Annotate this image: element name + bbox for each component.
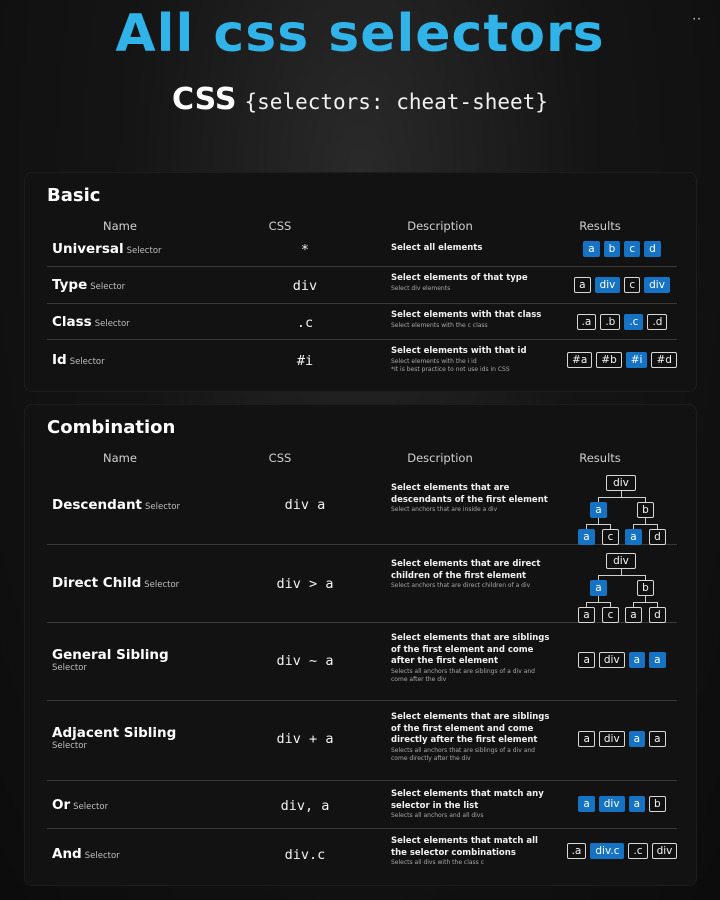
selector-name-suffix: Selector [90, 282, 126, 292]
selector-css: div, a [280, 798, 330, 814]
description-main: Select elements that match all the selector combinations [391, 836, 538, 858]
selector-css: div [292, 278, 318, 294]
selector-results [547, 277, 697, 293]
tree-node: b [637, 502, 654, 518]
basic-card [24, 172, 697, 392]
selector-name-suffix: Selector [94, 319, 130, 329]
selector-name-suffix: Selector [126, 246, 162, 256]
result-chip: a [629, 731, 645, 747]
tree-connector [633, 602, 657, 603]
selector-row [47, 304, 677, 340]
header-css: CSS [268, 451, 292, 465]
selector-name-text: Or [52, 797, 71, 813]
result-chip: div.c [590, 843, 624, 859]
description-sub: Select elements with the i id [391, 357, 477, 365]
selector-name [52, 497, 180, 513]
tree-node: a [578, 529, 595, 545]
description-sub: Select anchors that are direct children of a div [391, 582, 531, 589]
result-chip: b [649, 796, 666, 812]
combination-card-title: Combination [47, 417, 176, 438]
description-sub: Selects all divs with the class c [391, 859, 485, 866]
tree-node: a [590, 502, 607, 518]
selector-css: div.c [284, 847, 326, 863]
header-name: Name [103, 451, 137, 465]
selector-row [47, 701, 677, 781]
selector-row [47, 829, 677, 877]
result-chip: .c [624, 314, 643, 330]
description-main: Select elements that are siblings of the first element and come after the first element [391, 633, 550, 666]
header-results: Results [579, 451, 621, 465]
selector-results [547, 314, 697, 330]
selector-name [52, 725, 176, 752]
result-chip: a [578, 652, 594, 668]
tree-connector [586, 524, 610, 525]
selector-row [47, 231, 677, 267]
selector-name-text: Class [52, 314, 92, 330]
basic-card-title: Basic [47, 185, 101, 206]
result-chip: a [578, 731, 594, 747]
result-chip: a [649, 731, 665, 747]
description-main: Select elements that are direct children of the first element [391, 559, 541, 581]
tree-node: a [625, 529, 642, 545]
tree-node: c [602, 529, 619, 545]
description-main: Select elements with that class [391, 310, 542, 320]
description-main: Select elements that are siblings of the first element and come directly after the first element [391, 712, 550, 745]
result-chip: a [574, 277, 590, 293]
subtitle-rest: {selectors: cheat-sheet} [244, 90, 548, 114]
selector-name-suffix: Selector [145, 502, 180, 512]
result-chip: b [604, 241, 621, 257]
selector-name-suffix: Selector [73, 802, 109, 812]
result-chip: c [624, 277, 640, 293]
selector-description [391, 346, 551, 374]
result-chip: #a [567, 352, 592, 368]
description-sub: Select elements with the c class [391, 321, 488, 329]
selector-name-text: Universal [52, 241, 124, 257]
description-note: *It is best practice to not use ids in CSS [391, 365, 510, 373]
tree-node: d [649, 529, 666, 545]
description-main: Select elements that match any selector in the list [391, 789, 544, 811]
selector-name-suffix: Selector [84, 851, 120, 861]
result-chip: c [624, 241, 640, 257]
selector-name-text: General Sibling [52, 647, 169, 663]
description-main: Select elements that are descendants of the first element [391, 483, 548, 505]
selector-css: .c [296, 315, 314, 331]
selector-name [52, 352, 105, 368]
selector-name-suffix: Selector [144, 580, 180, 590]
tree-connector [598, 575, 645, 576]
selector-name-suffix: Selector [69, 357, 105, 367]
header-description: Description [407, 451, 473, 465]
selector-results [547, 843, 697, 859]
selector-results [547, 241, 697, 257]
tree-node-root: div [606, 475, 636, 491]
result-chip: #d [651, 352, 676, 368]
selector-name [52, 575, 179, 591]
selector-name-suffix: Selector [52, 741, 87, 751]
selector-name-text: Type [52, 277, 88, 293]
tree-node: a [625, 607, 642, 623]
result-chip: a [578, 796, 594, 812]
result-chip: a [649, 652, 665, 668]
selector-css: div ~ a [276, 653, 334, 669]
selector-name [52, 241, 162, 257]
result-chip: div [599, 731, 625, 747]
subtitle-css: CSS [172, 82, 237, 117]
tree-node: c [602, 607, 619, 623]
result-chip: a [583, 241, 599, 257]
description-main: Select all elements [391, 243, 483, 253]
selector-row [47, 623, 677, 701]
selector-results [547, 652, 697, 668]
result-chip: div [599, 652, 625, 668]
selector-description [391, 559, 551, 590]
selector-description [391, 836, 551, 867]
selector-css: div a [284, 497, 326, 513]
description-main: Select elements of that type [391, 273, 528, 283]
tree-connector [586, 602, 610, 603]
selector-name-text: Adjacent Sibling [52, 725, 177, 741]
selector-name [52, 797, 108, 813]
selector-description [391, 712, 551, 763]
page-title: All css selectors [115, 4, 605, 64]
selector-name [52, 277, 125, 293]
selector-row [47, 781, 677, 829]
page-subtitle [0, 82, 720, 117]
result-chip: #i [626, 352, 648, 368]
tree-node: a [590, 580, 607, 596]
corner-dots: ·· [692, 12, 702, 26]
header-description: Description [407, 219, 473, 233]
result-chip: .b [600, 314, 620, 330]
selector-results [547, 731, 697, 747]
result-chip: a [629, 652, 645, 668]
selector-css: * [300, 242, 310, 258]
result-chip: div [644, 277, 670, 293]
tree-node: a [578, 607, 595, 623]
selector-description [391, 310, 551, 330]
selector-name-text: Id [52, 352, 67, 368]
selector-css: div + a [276, 731, 334, 747]
result-chip: div [599, 796, 625, 812]
selector-row [47, 267, 677, 304]
selector-css: #i [296, 353, 314, 369]
result-chip: #b [596, 352, 621, 368]
tree-node: b [637, 580, 654, 596]
result-chip: d [644, 241, 661, 257]
description-sub: Selects all anchors that are siblings of a div and come directly after the div [391, 746, 535, 762]
result-chip: .a [567, 843, 587, 859]
description-sub: Selects all anchors and all divs [391, 812, 484, 819]
tree-connector [633, 524, 657, 525]
selector-name-text: Direct Child [52, 575, 142, 591]
tree-node-root: div [606, 553, 636, 569]
selector-description [391, 633, 551, 684]
selector-row [47, 545, 677, 623]
selector-description [391, 243, 551, 255]
selector-name [52, 846, 120, 862]
selector-name-text: Descendant [52, 497, 143, 513]
result-chip: .a [577, 314, 597, 330]
header-name: Name [103, 219, 137, 233]
selector-name-suffix: Selector [52, 663, 87, 673]
result-chip: div [595, 277, 621, 293]
result-chip: .c [628, 843, 647, 859]
selector-name [52, 314, 130, 330]
result-chip: div [652, 843, 678, 859]
selector-results [547, 352, 697, 368]
result-chip: .d [647, 314, 667, 330]
selector-results [547, 796, 697, 812]
selector-description [391, 789, 551, 820]
tree-node: d [649, 607, 666, 623]
header-css: CSS [268, 219, 292, 233]
selector-description [391, 483, 551, 514]
description-sub: Select anchors that are inside a div [391, 506, 498, 513]
selector-css: div > a [276, 576, 334, 592]
result-chip: a [629, 796, 645, 812]
combination-card [24, 404, 697, 886]
selector-description [391, 273, 551, 293]
selector-row [47, 340, 677, 380]
description-sub: Selects all anchors that are siblings of a div and come after the div [391, 667, 535, 683]
selector-name-text: And [52, 846, 82, 862]
description-main: Select elements with that id [391, 346, 527, 356]
description-sub: Select div elements [391, 284, 451, 292]
header-results: Results [579, 219, 621, 233]
tree-connector [598, 497, 645, 498]
selector-name [52, 647, 169, 674]
selector-row [47, 467, 677, 545]
